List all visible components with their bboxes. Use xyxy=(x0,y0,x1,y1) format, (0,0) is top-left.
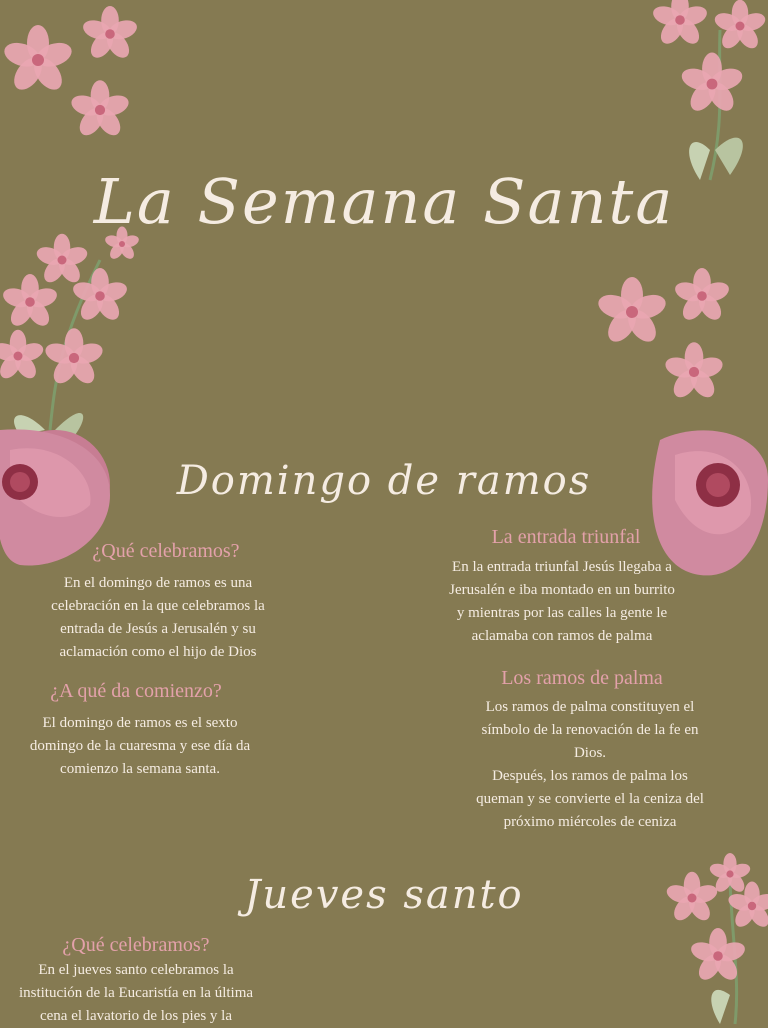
domingo-comienzo-title: ¿A qué da comienzo? xyxy=(50,680,222,702)
text-line: comienzo la semana santa. xyxy=(60,761,220,777)
text-line: Los ramos de palma constituyen el xyxy=(485,699,695,715)
text-line: símbolo de la renovación de la fe en xyxy=(481,722,699,738)
text-line: cena el lavatorio de los pies y la xyxy=(39,1008,232,1024)
jueves-heading: Jueves santo xyxy=(244,872,524,918)
text-line: próximo miércoles de ceniza xyxy=(503,814,677,830)
text-line: aclamación como el hijo de Dios xyxy=(59,644,257,660)
text-line: El domingo de ramos es el sexto xyxy=(42,715,238,731)
text-line: queman y se convierte el la ceniza del xyxy=(476,791,704,807)
domingo-entrada-text xyxy=(412,556,712,648)
text-line: En la entrada triunfal Jesús llegaba a xyxy=(452,559,672,575)
page-title: La Semana Santa xyxy=(93,165,675,238)
domingo-comienzo-text xyxy=(0,712,280,781)
domingo-entrada-title: La entrada triunfal xyxy=(491,526,641,548)
text-line: celebración en la que celebramos la xyxy=(51,598,265,614)
text-line: aclamaba con ramos de palma xyxy=(471,628,653,644)
domingo-que-celebramos-text xyxy=(8,572,308,664)
jueves-que-celebramos-text xyxy=(0,959,272,1028)
text-line: Jerusalén e iba montado en un burrito xyxy=(449,582,675,598)
jueves-que-celebramos-title: ¿Qué celebramos? xyxy=(62,934,210,956)
text-line: En el jueves santo celebramos la xyxy=(38,962,234,978)
text-line: Después, los ramos de palma los xyxy=(492,768,688,784)
text-line: domingo de la cuaresma y ese día da xyxy=(29,738,251,754)
domingo-que-celebramos-title: ¿Qué celebramos? xyxy=(92,540,240,562)
text-line: entrada de Jesús a Jerusalén y su xyxy=(60,621,256,637)
flowers-top-right-icon xyxy=(640,0,768,190)
domingo-ramos-title: Los ramos de palma xyxy=(501,667,663,689)
text-line: Dios. xyxy=(573,745,607,761)
domingo-heading: Domingo de ramos xyxy=(176,458,592,504)
domingo-ramos-text xyxy=(440,696,740,834)
blossom-icon xyxy=(1,25,74,95)
text-line: institución de la Eucaristía en la última xyxy=(18,985,254,1001)
flowers-right-cluster-icon xyxy=(590,260,750,410)
text-line: y mientras por las calles la gente le xyxy=(456,605,668,621)
text-line: En el domingo de ramos es una xyxy=(63,575,253,591)
flowers-top-left-icon xyxy=(0,0,150,150)
flowers-left-branch-icon xyxy=(0,230,150,435)
